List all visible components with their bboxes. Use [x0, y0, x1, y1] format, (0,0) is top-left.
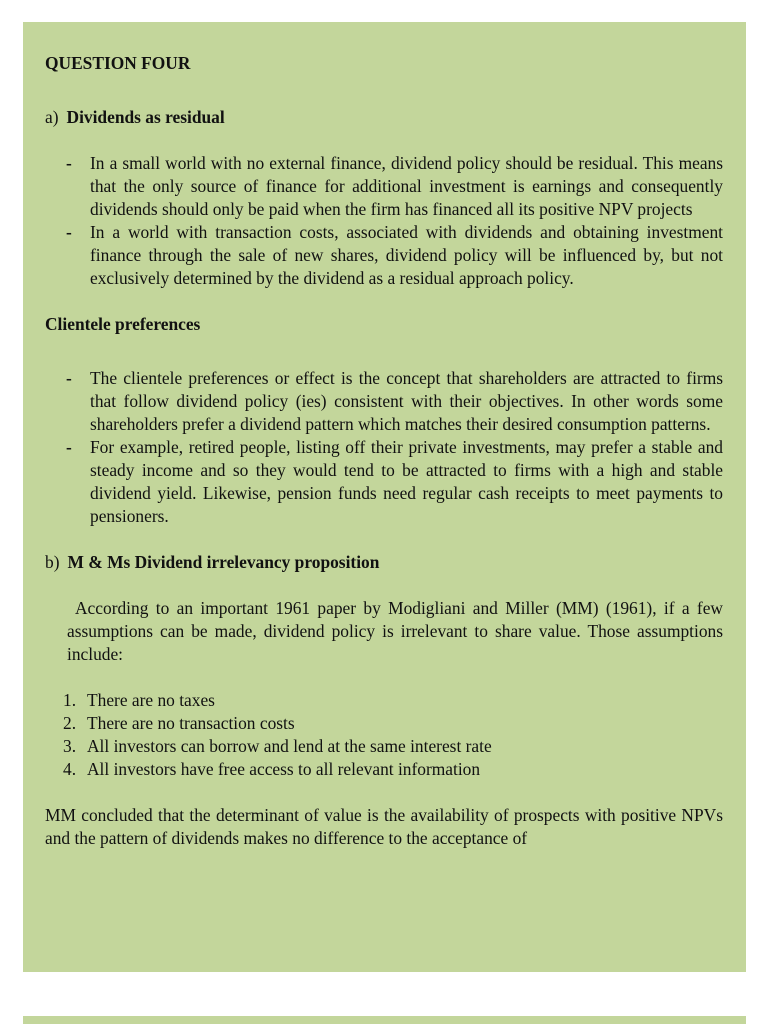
part-a-label: a): [45, 107, 59, 127]
clientele-bullet-1: - The clientele preferences or effect is the concept that shareholders are attracted to firms that follow dividend policy (ies) consistent with their objectives. In other words some shareholders prefer a dividend pattern which matches their desired consumption patterns.: [45, 367, 723, 436]
assumption-number: 1.: [63, 690, 77, 710]
assumption-text: All investors can borrow and lend at the same interest rate: [87, 736, 492, 756]
part-a-heading: [45, 106, 723, 129]
part-a-bullet-2: - In a world with transaction costs, associated with dividends and obtaining investment finance through the sale of new shares, dividend policy will be influenced by, but not exclusively determined by the dividend as a residual approach policy.: [45, 221, 723, 290]
part-b-heading: [45, 551, 723, 574]
question-title: QUESTION FOUR: [45, 53, 191, 73]
assumption-item: [45, 712, 723, 735]
assumption-text: There are no transaction costs: [87, 713, 295, 733]
document-content: [45, 52, 723, 850]
assumptions-list: [45, 689, 723, 781]
part-b-intro: According to an important 1961 paper by Modigliani and Miller (MM) (1961), if a few assumptions can be made, dividend policy is irrelevant to share value. Those assumptions include:: [67, 598, 723, 664]
assumption-item: [45, 735, 723, 758]
assumption-number: 2.: [63, 713, 77, 733]
assumption-text: All investors have free access to all relevant information: [87, 759, 481, 779]
part-a-bullet-list: [45, 152, 723, 290]
part-a-title: Dividends as residual: [66, 107, 225, 127]
assumption-item: [45, 758, 723, 781]
mm-conclusion: MM concluded that the determinant of value is the availability of prospects with positive NPVs and the pattern of dividends makes no difference to the acceptance of: [45, 805, 723, 848]
clientele-heading: Clientele preferences: [45, 314, 201, 334]
next-page-edge: [23, 1016, 746, 1024]
assumption-text: There are no taxes: [87, 690, 215, 710]
clientele-bullet-list: [45, 367, 723, 528]
assumption-number: 4.: [63, 759, 77, 779]
clientele-bullet-2: - For example, retired people, listing off their private investments, may prefer a stable and steady income and so they would tend to be attracted to firms with a high and stable dividend yield. Likewise, pension funds need regular cash receipts to meet payments to pensioners.: [45, 436, 723, 528]
assumption-item: [45, 689, 723, 712]
assumption-number: 3.: [63, 736, 77, 756]
part-a-bullet-1: - In a small world with no external finance, dividend policy should be residual. This means that the only source of finance for additional investment is earnings and consequently dividends should only be paid when the firm has financed all its positive NPV projects: [45, 152, 723, 221]
part-b-label: b): [45, 552, 60, 572]
document-page: [23, 22, 746, 972]
part-b-title: M & Ms Dividend irrelevancy proposition: [67, 552, 380, 572]
